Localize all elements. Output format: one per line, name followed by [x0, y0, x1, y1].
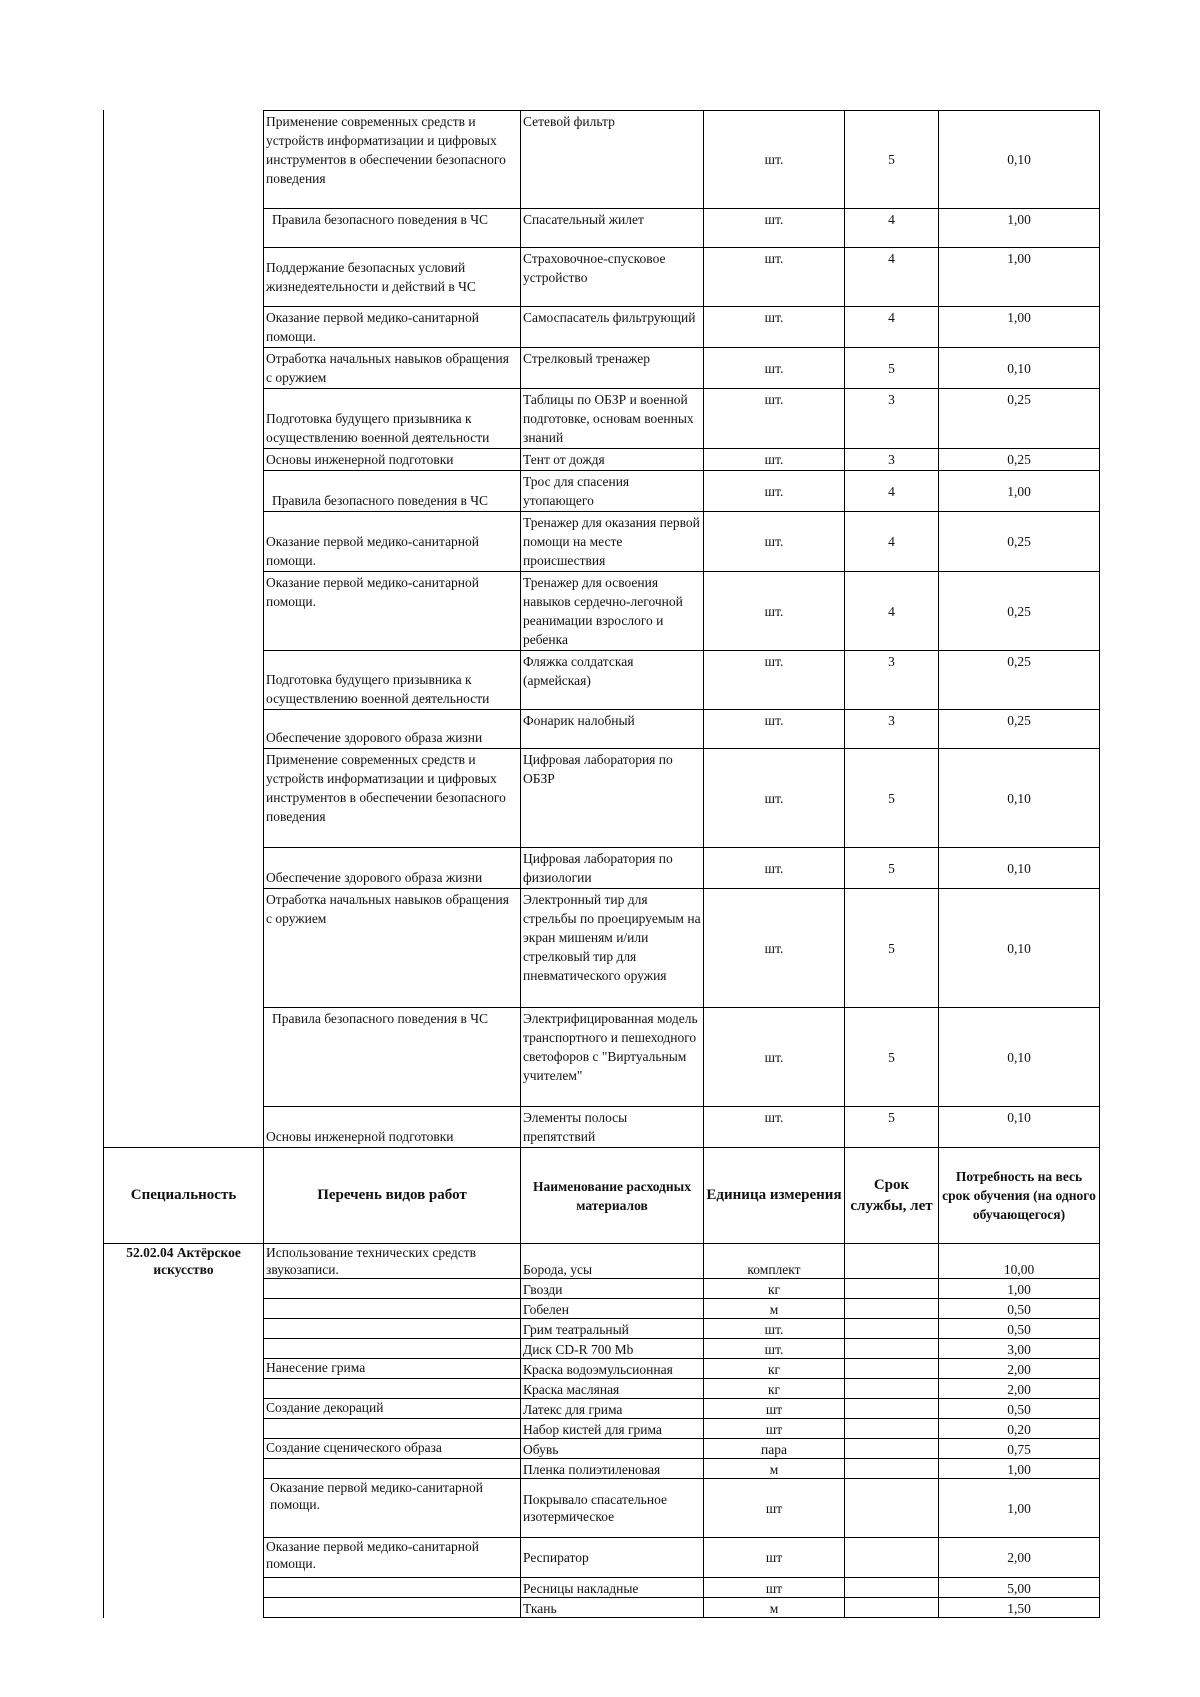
service-life-cell: 4 — [845, 512, 939, 572]
work-type-cell: Отработка начальных навыков обращения с оружием — [264, 889, 521, 1008]
work-type-cell: Правила безопасного поведения в ЧС — [264, 209, 521, 248]
service-life-cell — [845, 1379, 939, 1399]
work-type-cell: Подготовка будущего призывника к осуществлению военной деятельности — [264, 651, 521, 710]
need-cell: 0,10 — [939, 1008, 1100, 1107]
need-cell: 2,00 — [939, 1379, 1100, 1399]
service-life-cell: 4 — [845, 572, 939, 651]
service-life-cell: 3 — [845, 389, 939, 449]
empty-specialty-cell — [104, 471, 264, 512]
work-type-cell: Оказание первой медико-санитарной помощи. — [264, 307, 521, 348]
unit-cell: шт — [704, 1578, 845, 1598]
material-name-cell: Электрифицированная модель транспортного и пешеходного светофоров с "Виртуальным учителем" — [521, 1008, 704, 1107]
material-name-cell: Спасательный жилет — [521, 209, 704, 248]
service-life-cell — [845, 1319, 939, 1339]
specialty-cell: 52.02.04 Актёрское искусство — [104, 1244, 264, 1618]
need-cell: 0,10 — [939, 749, 1100, 848]
work-type-cell: Оказание первой медико-санитарной помощи. — [264, 1479, 521, 1538]
material-name-cell: Цифровая лаборатория по ОБЗР — [521, 749, 704, 848]
need-cell: 0,50 — [939, 1319, 1100, 1339]
work-type-cell — [264, 1598, 521, 1618]
service-life-cell — [845, 1244, 939, 1279]
need-cell: 0,25 — [939, 710, 1100, 749]
service-life-cell — [845, 1359, 939, 1379]
header-need: Потребность на весь срок обучения (на одного обучающегося) — [939, 1148, 1100, 1244]
unit-cell: м — [704, 1299, 845, 1319]
unit-cell: шт. — [704, 209, 845, 248]
unit-cell: шт — [704, 1479, 845, 1538]
unit-cell: кг — [704, 1279, 845, 1299]
work-type-cell: Поддержание безопасных условий жизнедеятельности и действий в ЧС — [264, 248, 521, 307]
material-name-cell: Сетевой фильтр — [521, 111, 704, 209]
table-row — [104, 889, 1100, 1008]
header-specialty: Специальность — [104, 1148, 264, 1244]
need-cell: 3,00 — [939, 1339, 1100, 1359]
work-type-cell — [264, 1419, 521, 1439]
unit-cell: шт. — [704, 1319, 845, 1339]
work-type-cell: Нанесение грима — [264, 1359, 521, 1379]
empty-specialty-cell — [104, 749, 264, 848]
unit-cell: шт. — [704, 1107, 845, 1148]
material-name-cell: Латекс для грима — [521, 1399, 704, 1419]
work-type-cell — [264, 1379, 521, 1399]
header-materials: Наименование расходных материалов — [521, 1148, 704, 1244]
need-cell: 1,00 — [939, 1279, 1100, 1299]
need-cell: 1,00 — [939, 248, 1100, 307]
header-works: Перечень видов работ — [264, 1148, 521, 1244]
service-life-cell: 4 — [845, 248, 939, 307]
unit-cell: шт. — [704, 572, 845, 651]
unit-cell: шт. — [704, 111, 845, 209]
need-cell: 0,25 — [939, 572, 1100, 651]
work-type-cell: Правила безопасного поведения в ЧС — [264, 1008, 521, 1107]
service-life-cell — [845, 1399, 939, 1419]
unit-cell: шт. — [704, 248, 845, 307]
need-cell: 10,00 — [939, 1244, 1100, 1279]
empty-specialty-cell — [104, 111, 264, 209]
table-row — [104, 449, 1100, 471]
table-row — [104, 710, 1100, 749]
table-row — [104, 307, 1100, 348]
material-name-cell: Респиратор — [521, 1538, 704, 1578]
need-cell: 5,00 — [939, 1578, 1100, 1598]
need-cell: 2,00 — [939, 1538, 1100, 1578]
empty-specialty-cell — [104, 389, 264, 449]
empty-specialty-cell — [104, 1008, 264, 1107]
material-name-cell: Покрывало спасательное изотермическое — [521, 1479, 704, 1538]
work-type-cell: Основы инженерной подготовки — [264, 1107, 521, 1148]
table-row — [104, 651, 1100, 710]
material-name-cell: Страховочное-спусковое устройство — [521, 248, 704, 307]
unit-cell: шт. — [704, 848, 845, 889]
work-type-cell: Оказание первой медико-санитарной помощи. — [264, 512, 521, 572]
material-name-cell: Фляжка солдатская (армейская) — [521, 651, 704, 710]
need-cell: 0,20 — [939, 1419, 1100, 1439]
unit-cell: шт. — [704, 889, 845, 1008]
materials-table — [103, 110, 1100, 1618]
service-life-cell — [845, 1439, 939, 1459]
unit-cell: м — [704, 1459, 845, 1479]
unit-cell: шт. — [704, 389, 845, 449]
service-life-cell: 4 — [845, 307, 939, 348]
need-cell: 0,50 — [939, 1299, 1100, 1319]
table-row — [104, 348, 1100, 389]
material-name-cell: Самоспасатель фильтрующий — [521, 307, 704, 348]
material-name-cell: Гвозди — [521, 1279, 704, 1299]
material-name-cell: Тент от дождя — [521, 449, 704, 471]
service-life-cell — [845, 1479, 939, 1538]
work-type-cell: Основы инженерной подготовки — [264, 449, 521, 471]
work-type-cell: Оказание первой медико-санитарной помощи. — [264, 1538, 521, 1578]
table-row — [104, 389, 1100, 449]
material-name-cell: Ткань — [521, 1598, 704, 1618]
service-life-cell: 5 — [845, 1107, 939, 1148]
table-row — [104, 471, 1100, 512]
material-name-cell: Трос для спасения утопающего — [521, 471, 704, 512]
service-life-cell: 5 — [845, 889, 939, 1008]
unit-cell: шт — [704, 1538, 845, 1578]
unit-cell: шт. — [704, 1339, 845, 1359]
unit-cell: шт. — [704, 449, 845, 471]
need-cell: 1,00 — [939, 1479, 1100, 1538]
material-name-cell: Борода, усы — [521, 1244, 704, 1279]
service-life-cell: 5 — [845, 348, 939, 389]
unit-cell: шт. — [704, 307, 845, 348]
service-life-cell — [845, 1459, 939, 1479]
material-name-cell: Таблицы по ОБЗР и военной подготовке, основам военных знаний — [521, 389, 704, 449]
empty-specialty-cell — [104, 889, 264, 1008]
need-cell: 1,00 — [939, 1459, 1100, 1479]
header-section — [104, 1148, 1100, 1244]
table-row — [104, 1008, 1100, 1107]
empty-specialty-cell — [104, 248, 264, 307]
service-life-cell — [845, 1279, 939, 1299]
service-life-cell — [845, 1419, 939, 1439]
service-life-cell: 3 — [845, 449, 939, 471]
empty-specialty-cell — [104, 1107, 264, 1148]
service-life-cell — [845, 1339, 939, 1359]
need-cell: 2,00 — [939, 1359, 1100, 1379]
need-cell: 0,25 — [939, 389, 1100, 449]
work-type-cell: Подготовка будущего призывника к осуществлению военной деятельности — [264, 389, 521, 449]
work-type-cell: Правила безопасного поведения в ЧС — [264, 471, 521, 512]
material-name-cell: Краска масляная — [521, 1379, 704, 1399]
unit-cell: шт. — [704, 348, 845, 389]
material-name-cell: Фонарик налобный — [521, 710, 704, 749]
work-type-cell — [264, 1339, 521, 1359]
work-type-cell: Создание декораций — [264, 1399, 521, 1419]
unit-cell: кг — [704, 1379, 845, 1399]
need-cell: 0,25 — [939, 651, 1100, 710]
need-cell: 1,00 — [939, 209, 1100, 248]
unit-cell: комплект — [704, 1244, 845, 1279]
column-header-row — [104, 1148, 1100, 1244]
work-type-cell: Применение современных средств и устройств информатизации и цифровых инструментов в обеспечении безопасного поведения — [264, 749, 521, 848]
need-cell: 0,25 — [939, 512, 1100, 572]
unit-cell: шт — [704, 1419, 845, 1439]
unit-cell: шт. — [704, 651, 845, 710]
need-cell: 0,10 — [939, 348, 1100, 389]
empty-specialty-cell — [104, 710, 264, 749]
work-type-cell: Обеспечение здорового образа жизни — [264, 848, 521, 889]
work-type-cell: Оказание первой медико-санитарной помощи. — [264, 572, 521, 651]
table-row — [104, 248, 1100, 307]
material-name-cell: Гобелен — [521, 1299, 704, 1319]
unit-cell: шт. — [704, 1008, 845, 1107]
table-row — [104, 1107, 1100, 1148]
unit-cell: шт. — [704, 710, 845, 749]
need-cell: 1,50 — [939, 1598, 1100, 1618]
unit-cell: шт. — [704, 512, 845, 572]
empty-specialty-cell — [104, 651, 264, 710]
work-type-cell: Обеспечение здорового образа жизни — [264, 710, 521, 749]
table-row — [104, 1244, 1100, 1279]
material-name-cell: Набор кистей для грима — [521, 1419, 704, 1439]
need-cell: 0,50 — [939, 1399, 1100, 1419]
table-row — [104, 209, 1100, 248]
table-row — [104, 749, 1100, 848]
need-cell: 0,75 — [939, 1439, 1100, 1459]
work-type-cell — [264, 1299, 521, 1319]
service-life-cell — [845, 1598, 939, 1618]
unit-cell: м — [704, 1598, 845, 1618]
unit-cell: шт — [704, 1399, 845, 1419]
empty-specialty-cell — [104, 572, 264, 651]
service-life-cell — [845, 1578, 939, 1598]
material-name-cell: Электронный тир для стрельбы по проецируемым на экран мишеням и/или стрелковый тир для пневматического оружия — [521, 889, 704, 1008]
header-unit: Единица измерения — [704, 1148, 845, 1244]
service-life-cell: 5 — [845, 749, 939, 848]
material-name-cell: Диск CD-R 700 Mb — [521, 1339, 704, 1359]
material-name-cell: Пленка полиэтиленовая — [521, 1459, 704, 1479]
material-name-cell: Тренажер для оказания первой помощи на месте происшествия — [521, 512, 704, 572]
service-life-cell: 4 — [845, 209, 939, 248]
empty-specialty-cell — [104, 348, 264, 389]
table-row — [104, 572, 1100, 651]
material-name-cell: Тренажер для освоения навыков сердечно-легочной реанимации взрослого и ребенка — [521, 572, 704, 651]
header-life: Срок службы, лет — [845, 1148, 939, 1244]
work-type-cell — [264, 1279, 521, 1299]
table-row — [104, 848, 1100, 889]
need-cell: 0,10 — [939, 1107, 1100, 1148]
unit-cell: кг — [704, 1359, 845, 1379]
service-life-cell: 5 — [845, 1008, 939, 1107]
work-type-cell: Применение современных средств и устройств информатизации и цифровых инструментов в обеспечении безопасного поведения — [264, 111, 521, 209]
need-cell: 1,00 — [939, 471, 1100, 512]
service-life-cell: 3 — [845, 710, 939, 749]
service-life-cell: 5 — [845, 111, 939, 209]
service-life-cell — [845, 1538, 939, 1578]
empty-specialty-cell — [104, 449, 264, 471]
material-name-cell: Грим театральный — [521, 1319, 704, 1339]
unit-cell: шт. — [704, 471, 845, 512]
empty-specialty-cell — [104, 307, 264, 348]
need-cell: 0,10 — [939, 848, 1100, 889]
empty-specialty-cell — [104, 512, 264, 572]
material-name-cell: Краска водоэмульсионная — [521, 1359, 704, 1379]
empty-specialty-cell — [104, 209, 264, 248]
work-type-cell — [264, 1578, 521, 1598]
service-life-cell: 4 — [845, 471, 939, 512]
need-cell: 1,00 — [939, 307, 1100, 348]
table-row — [104, 512, 1100, 572]
table-row — [104, 111, 1100, 209]
work-type-cell: Использование технических средств звукозаписи. — [264, 1244, 521, 1279]
material-name-cell: Цифровая лаборатория по физиологии — [521, 848, 704, 889]
need-cell: 0,10 — [939, 889, 1100, 1008]
service-life-cell — [845, 1299, 939, 1319]
material-name-cell: Ресницы накладные — [521, 1578, 704, 1598]
work-type-cell: Создание сценического образа — [264, 1439, 521, 1459]
work-type-cell: Отработка начальных навыков обращения с оружием — [264, 348, 521, 389]
need-cell: 0,10 — [939, 111, 1100, 209]
material-name-cell: Стрелковый тренажер — [521, 348, 704, 389]
unit-cell: шт. — [704, 749, 845, 848]
empty-specialty-cell — [104, 848, 264, 889]
unit-cell: пара — [704, 1439, 845, 1459]
service-life-cell: 5 — [845, 848, 939, 889]
material-name-cell: Элементы полосы препятствий — [521, 1107, 704, 1148]
work-type-cell — [264, 1459, 521, 1479]
material-name-cell: Обувь — [521, 1439, 704, 1459]
service-life-cell: 3 — [845, 651, 939, 710]
upper-table-body — [104, 111, 1100, 1148]
work-type-cell — [264, 1319, 521, 1339]
lower-table-body — [104, 1244, 1100, 1618]
need-cell: 0,25 — [939, 449, 1100, 471]
